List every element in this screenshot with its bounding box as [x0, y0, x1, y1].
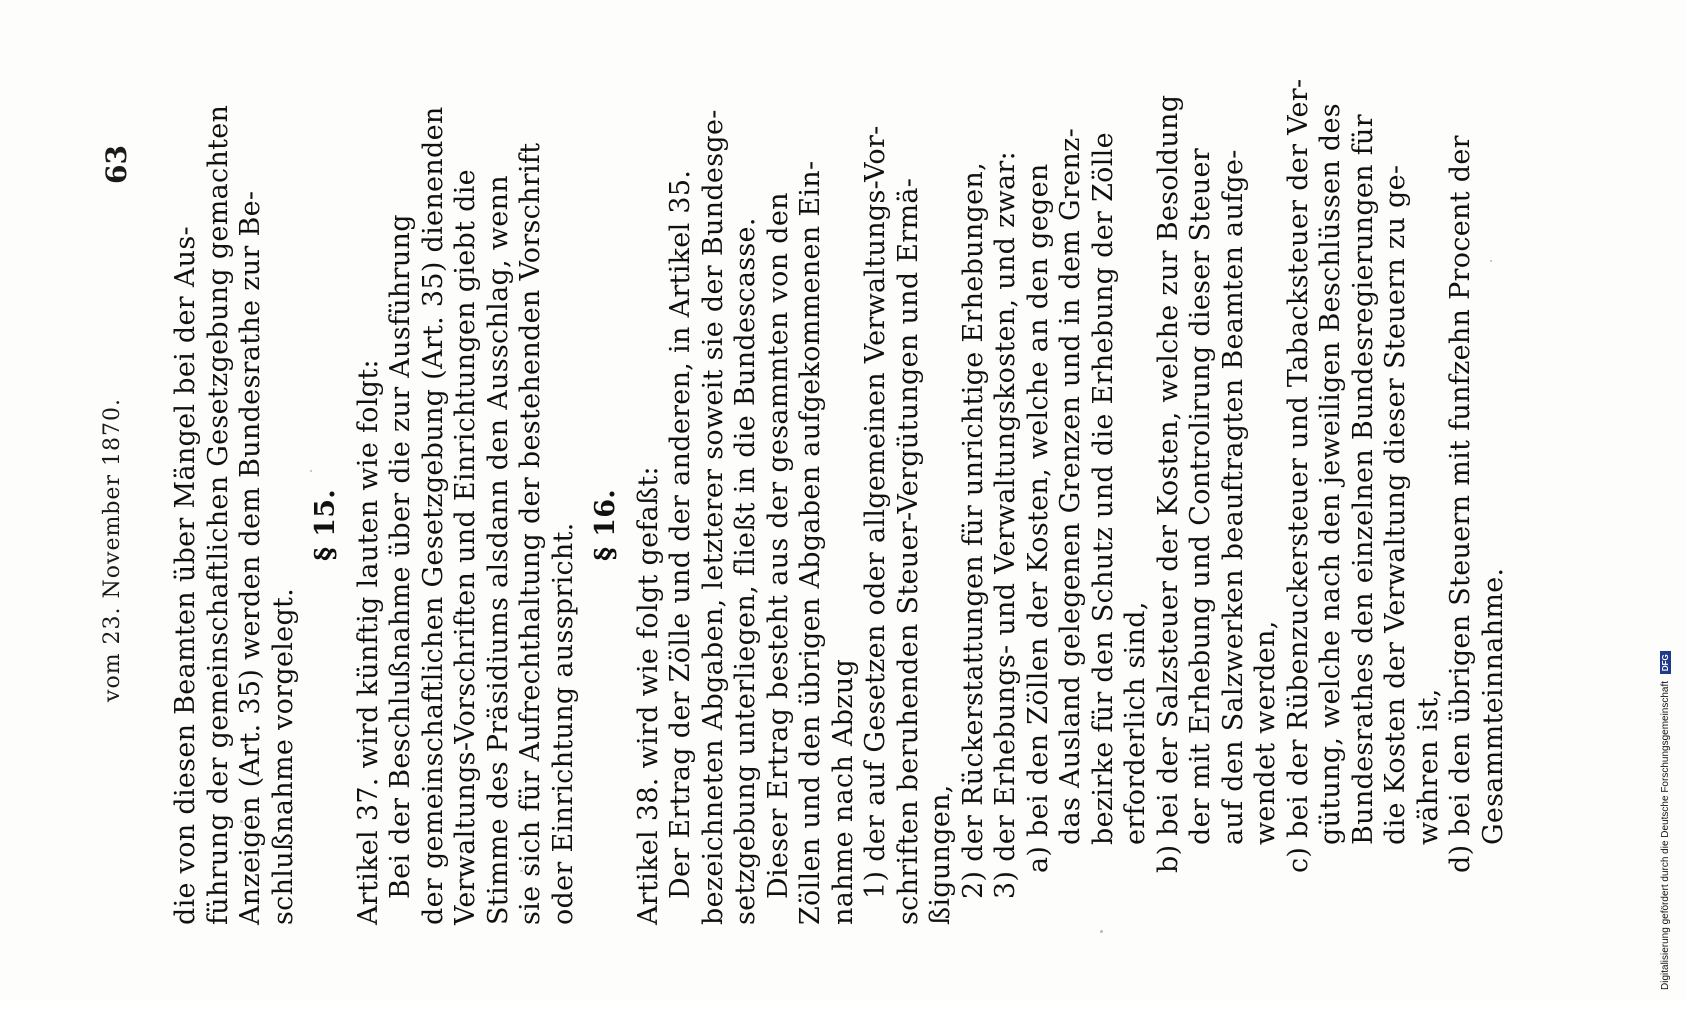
text-line: nahme nach Abzug	[827, 658, 859, 925]
text-line: ßigungen,	[925, 784, 956, 925]
credit-text: Digitalisierung gefördert durch die Deutsche Forschungsgemeinschaft	[1660, 680, 1672, 990]
text-line: 2) der Rückerstattungen für unrichtige Erhebungen,	[957, 162, 989, 899]
page-number: 63	[100, 145, 133, 184]
text-line: erforderlich sind,	[1120, 601, 1151, 845]
text-line: Zöllen und den übrigen Abgaben aufgekommenen Ein-	[795, 160, 826, 925]
page-header	[100, 115, 140, 985]
text-line: Dieser Ertrag besteht aus der gesammten von den	[762, 192, 794, 899]
text-line: auf den Salzwerken beauftragten Beamten aufge-	[1217, 149, 1249, 845]
text-line: die Kosten der Verwaltung dieser Steuern zu ge-	[1380, 164, 1411, 845]
text-line: bezirke für den Schutz und die Erhebung der Zölle	[1087, 132, 1119, 845]
text-line: Bundesrathes den einzelnen Bundesregierungen für	[1347, 114, 1379, 845]
paragraph-intro	[170, 104, 300, 925]
text-line: wendet werden,	[1250, 620, 1281, 845]
text-line: Der Ertrag der Zölle und der anderen, in Artikel 35.	[665, 169, 696, 899]
text-line: b) bei der Salzsteuer der Kosten, welche zur Besoldung	[1152, 94, 1184, 873]
paragraph-article-38	[632, 78, 1511, 925]
rotated-page-content	[100, 78, 1570, 985]
text-line: Artikel 38. wird wie folgt gefaßt:	[632, 466, 664, 925]
text-line: Anzeigen (Art. 35) werden dem Bundesrathe zur Be-	[235, 190, 266, 925]
text-line: schriften beruhenden Steuer-Vergütungen und Ermä-	[892, 177, 924, 925]
text-line: Verwaltungs-Vorschriften und Einrichtungen giebt die	[450, 169, 481, 925]
text-line: schlußnahme vorgelegt.	[267, 587, 299, 925]
header-date: vom 23. November 1870.	[100, 398, 125, 702]
document-body	[170, 78, 1510, 925]
text-line: die von diesen Beamten über Mängel bei der Aus-	[170, 226, 201, 925]
text-line: c) bei der Rübenzuckersteuer und Tabacksteuer der Ver-	[1282, 78, 1314, 873]
dfg-logo: DFG	[1660, 651, 1671, 674]
text-line: sie sich für Aufrechthaltung der bestehenden Vorschrift	[515, 142, 546, 925]
section-heading: § 16.	[590, 489, 621, 561]
text-line: setzgebung unterliegen, fließt in die Bundescasse.	[730, 217, 761, 925]
text-line: 1) der auf Gesetzen oder allgemeinen Verwaltungs-Vor-	[860, 125, 891, 899]
text-line: führung der gemeinschaftlichen Gesetzgebung gemachten	[202, 104, 234, 925]
text-line: Bei der Beschlußnahme über die zur Ausführung	[385, 214, 416, 899]
text-line: Gesammteinnahme.	[1477, 567, 1509, 845]
section-heading: § 15.	[310, 489, 341, 561]
text-line: der mit Erhebung und Controlirung dieser Steuer	[1185, 147, 1216, 845]
paragraph-article-37	[352, 106, 581, 925]
text-line: oder Einrichtung ausspricht.	[547, 522, 579, 925]
text-line: 3) der Erhebungs- und Verwaltungskosten, und zwar:	[990, 150, 1021, 899]
digitization-credit	[1660, 390, 1682, 1010]
text-line: a) bei den Zöllen der Kosten, welche an den gegen	[1022, 163, 1054, 873]
text-line: gütung, welche nach den jeweiligen Beschlüssen des	[1315, 103, 1346, 845]
text-line: der gemeinschaftlichen Gesetzgebung (Art. 35) dienenden	[417, 106, 449, 925]
text-line: das Ausland gelegenen Grenzen und in dem Grenz-	[1055, 127, 1086, 845]
text-line: Stimme des Präsidiums alsdann den Ausschlag, wenn	[482, 175, 514, 925]
text-line: bezeichneten Abgaben, letzterer soweit sie der Bundesge-	[697, 109, 729, 925]
text-line: d) bei den übrigen Steuern mit funfzehn Procent der	[1445, 135, 1476, 873]
text-line: währen ist,	[1412, 688, 1444, 845]
text-line: Artikel 37. wird künftig lauten wie folgt:	[352, 359, 384, 925]
